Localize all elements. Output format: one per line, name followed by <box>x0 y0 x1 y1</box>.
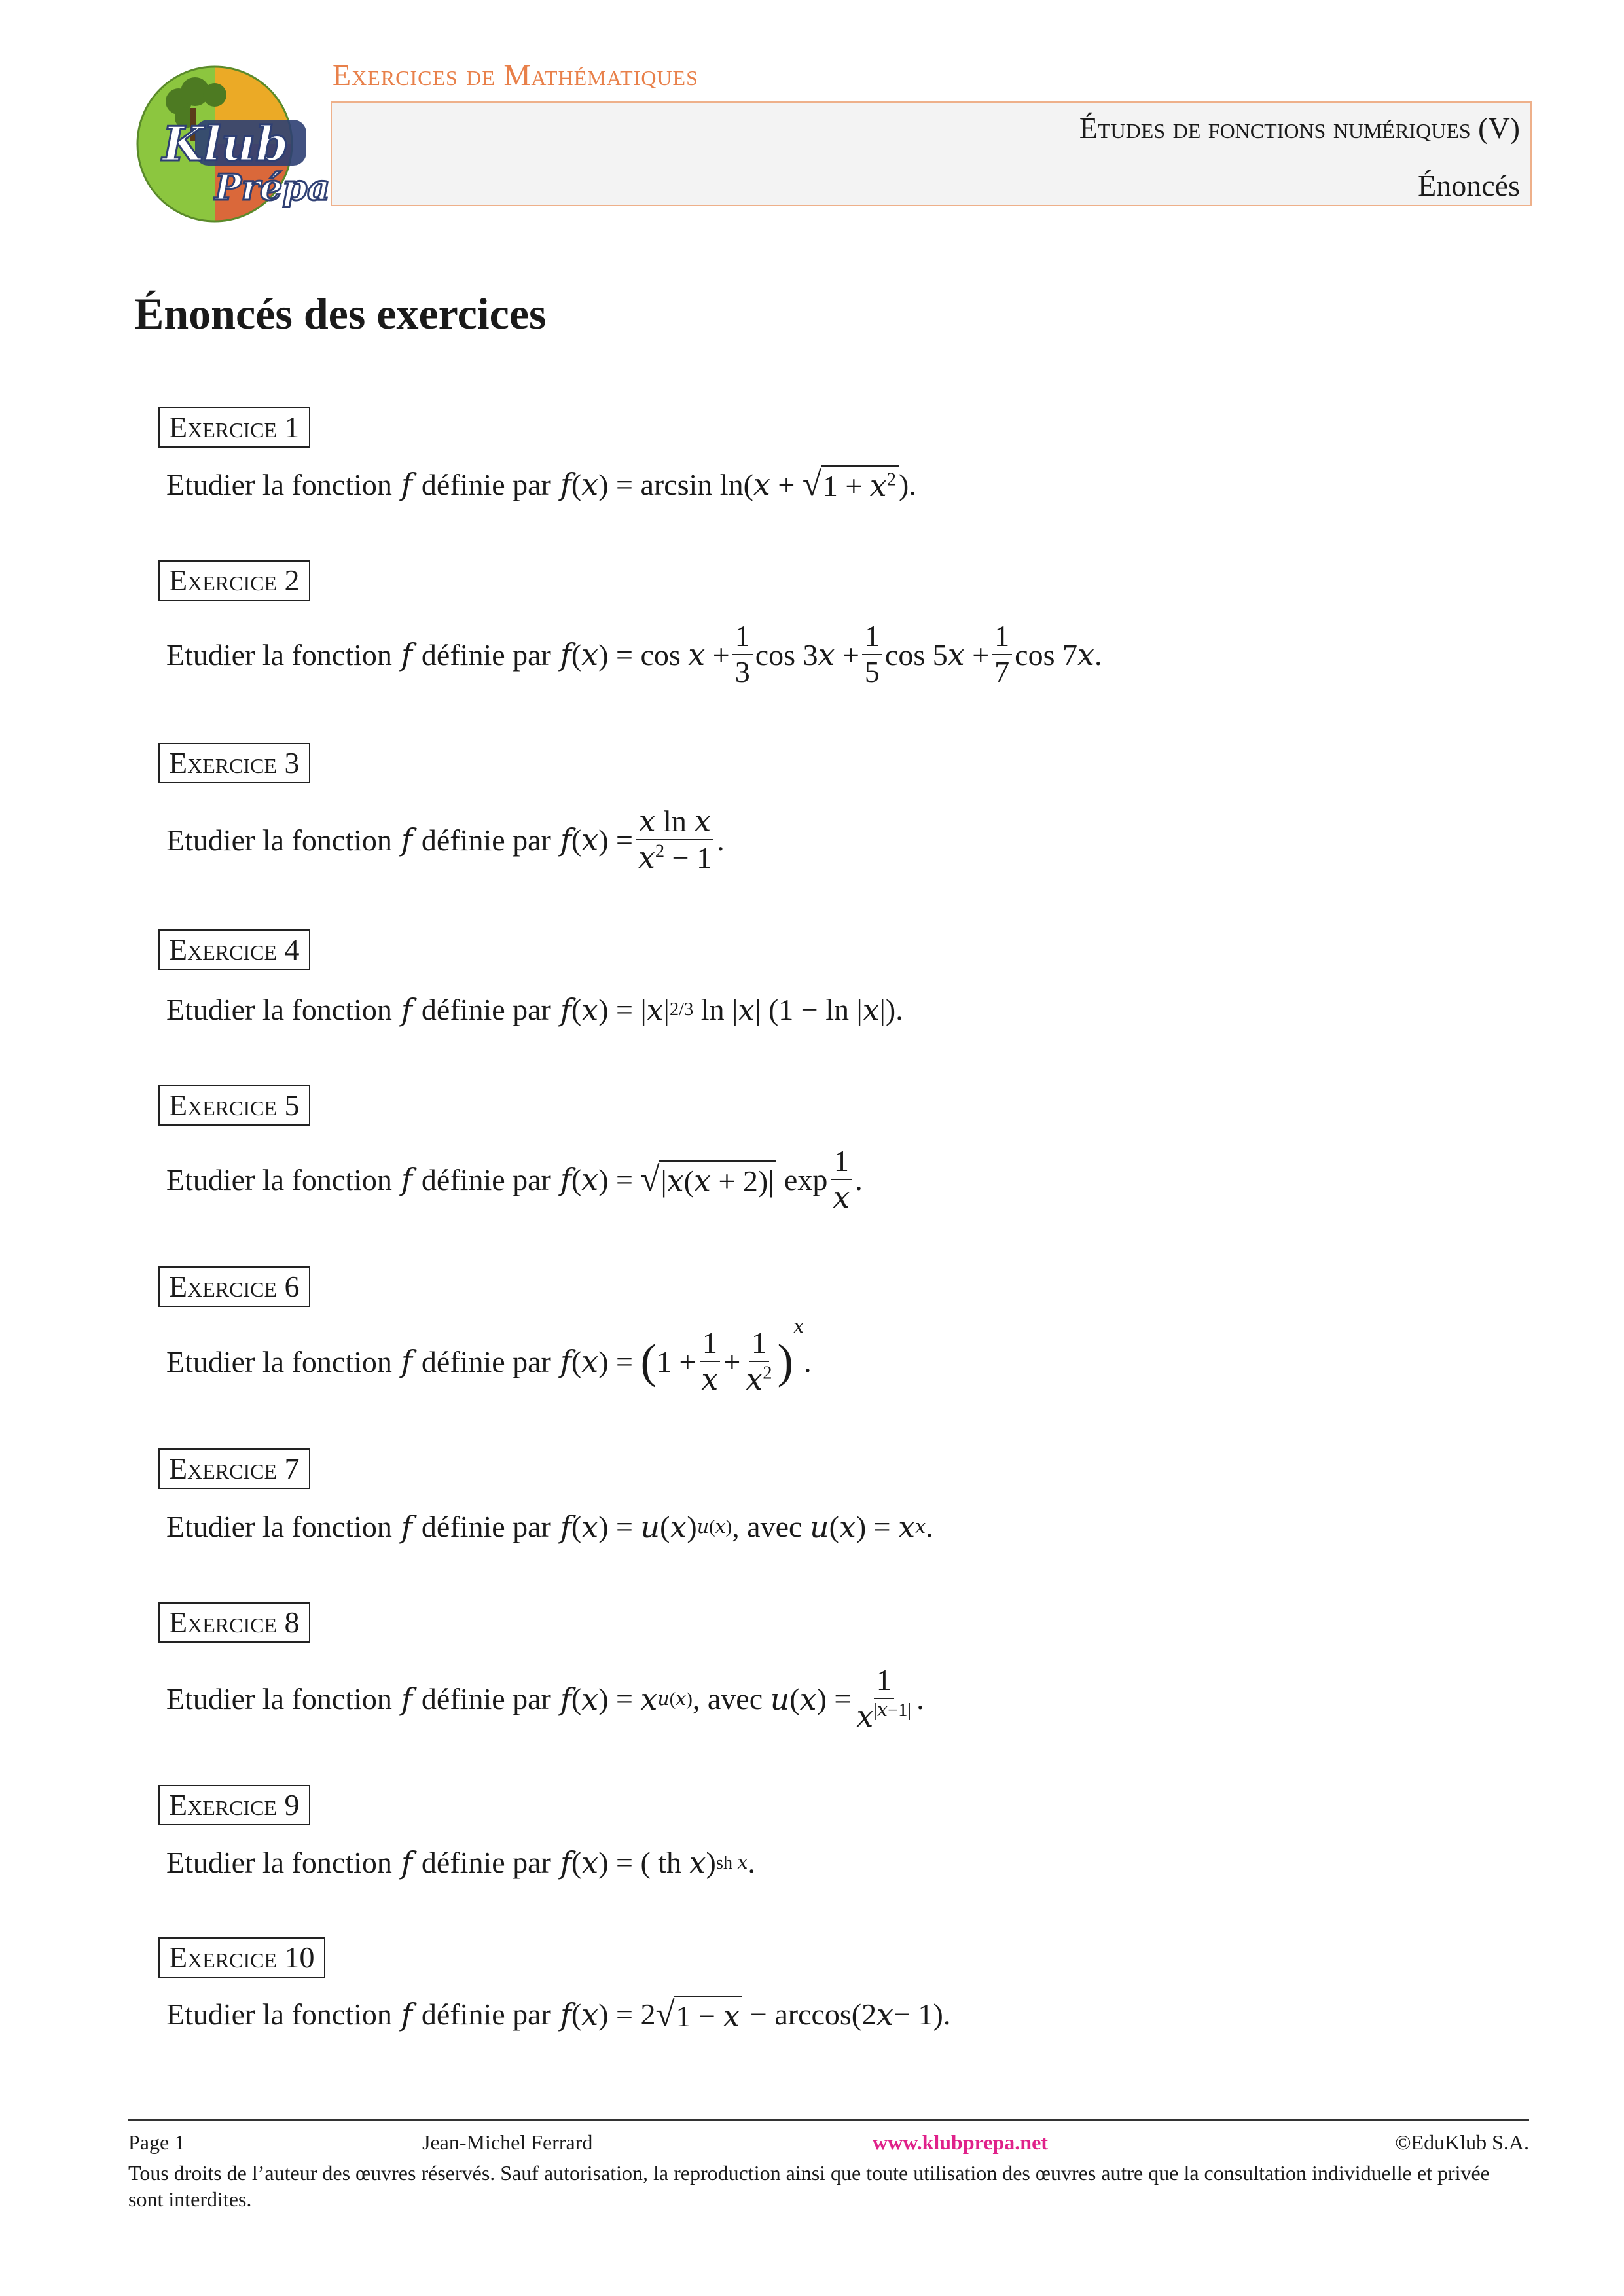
exercise-statement-1: Etudier la fonction f définie par f ( x ) = arcsin ln ( x + √ $1 + x^2$ ). <box>166 465 916 503</box>
footer-author: Jean-Michel Ferrard <box>422 2130 593 2154</box>
section-title: Énoncés des exercices <box>134 289 547 338</box>
footer-copyright: ©EduKlub S.A. <box>1395 2130 1529 2154</box>
exercise-statement-5: Etudier la fonction f définie par f ( x ) = √ |x(x + 2)| exp $\frac{1}{x}$ . <box>166 1143 863 1215</box>
defined-by-text: définie par <box>421 1344 551 1378</box>
exercise-label-1: Exercice 1 <box>158 407 310 448</box>
document-topic: Études de fonctions numériques (V) <box>1079 111 1520 145</box>
defined-by-text: définie par <box>421 1510 551 1543</box>
defined-by-text: définie par <box>421 637 551 672</box>
exercise-statement-7: Etudier la fonction f définie par f ( x ) = u ( x ) u(x) , avec u ( x ) = x x . <box>166 1509 933 1545</box>
defined-by-text: définie par <box>421 1682 551 1715</box>
defined-by-text: définie par <box>421 1846 551 1879</box>
exercise-label-2: Exercice 2 <box>158 560 310 601</box>
logo-text-prepa: Prépa <box>215 166 331 208</box>
exercise-label-6: Exercice 6 <box>158 1266 310 1307</box>
exercise-label-8: Exercice 8 <box>158 1602 310 1643</box>
lead-text: Etudier la fonction <box>166 1682 392 1715</box>
with-text: avec <box>707 1682 763 1715</box>
document-subtitle: Énoncés <box>1418 169 1520 202</box>
exercise-statement-2: Etudier la fonction f définie par f ( x ) = cos x + $\frac{1}{3}$ cos 3 x + $\frac{1}{5}$ cos 5 x + $\frac{1}{7}$ cos 7 x . <box>166 619 1102 689</box>
series-title: Exercices de Mathématiques <box>333 58 698 92</box>
defined-by-text: définie par <box>421 993 551 1026</box>
exercise-statement-10: Etudier la fonction f définie par f ( x ) = 2 √ 1 − x − arccos(2 x − 1). <box>166 1995 951 2034</box>
lead-text: Etudier la fonction <box>166 637 392 672</box>
defined-by-text: définie par <box>421 823 551 857</box>
defined-by-text: définie par <box>421 1998 551 2031</box>
footer-divider <box>128 2119 1529 2121</box>
lead-text: Etudier la fonction <box>166 993 392 1026</box>
exercise-statement-6: Etudier la fonction f définie par f ( x ) = ( 1 + $\frac{1}{x}$ + $\frac{1}{x^2}$ ) x . <box>166 1316 812 1397</box>
footer-page-number: Page 1 <box>128 2130 185 2154</box>
exercise-statement-3: Etudier la fonction f définie par f ( x ) = $\frac{\text{x ln x}}{x^2 - 1}$ . <box>166 803 725 875</box>
lead-text: Etudier la fonction <box>166 1344 392 1378</box>
logo-text-klub: Klub <box>162 116 289 171</box>
exercise-label-9: Exercice 9 <box>158 1785 310 1825</box>
lead-text: Etudier la fonction <box>166 1162 392 1196</box>
exercise-statement-8: Etudier la fonction f définie par f ( x ) = x u(x) , avec u ( x ) = $\frac{1}{x^{|x-1|}}$ . <box>166 1663 924 1734</box>
lead-text: Etudier la fonction <box>166 1510 392 1543</box>
exercise-statement-9: Etudier la fonction f définie par f ( x ) = ( th x ) sh x . <box>166 1844 755 1880</box>
exercise-label-3: Exercice 3 <box>158 743 310 783</box>
defined-by-text: définie par <box>421 1162 551 1196</box>
exercise-label-4: Exercice 4 <box>158 929 310 970</box>
header-box <box>331 101 1532 206</box>
footer-rights-notice: Tous droits de l’auteur des œuvres réservés. Sauf autorisation, la reproduction ainsi que toute utilisation des œuvres autre que la consultation individuelle et privée sont interdites. <box>128 2161 1490 2211</box>
exercise-label-10: Exercice 10 <box>158 1937 325 1978</box>
klubprepa-logo <box>117 62 331 226</box>
lead-text: Etudier la fonction <box>166 1846 392 1879</box>
exercise-statement-4: Etudier la fonction f définie par f ( x ) = | x | 2/3 ln | x | (1 − ln | x |). <box>166 992 903 1028</box>
lead-text: Etudier la fonction <box>166 823 392 857</box>
exercise-label-5: Exercice 5 <box>158 1085 310 1126</box>
footer-url-link[interactable]: www.klubprepa.net <box>873 2130 1048 2154</box>
defined-by-text: définie par <box>421 467 551 501</box>
lead-text: Etudier la fonction <box>166 1998 392 2031</box>
lead-text: Etudier la fonction <box>166 467 392 501</box>
with-text: avec <box>747 1510 803 1543</box>
exercise-label-7: Exercice 7 <box>158 1448 310 1489</box>
